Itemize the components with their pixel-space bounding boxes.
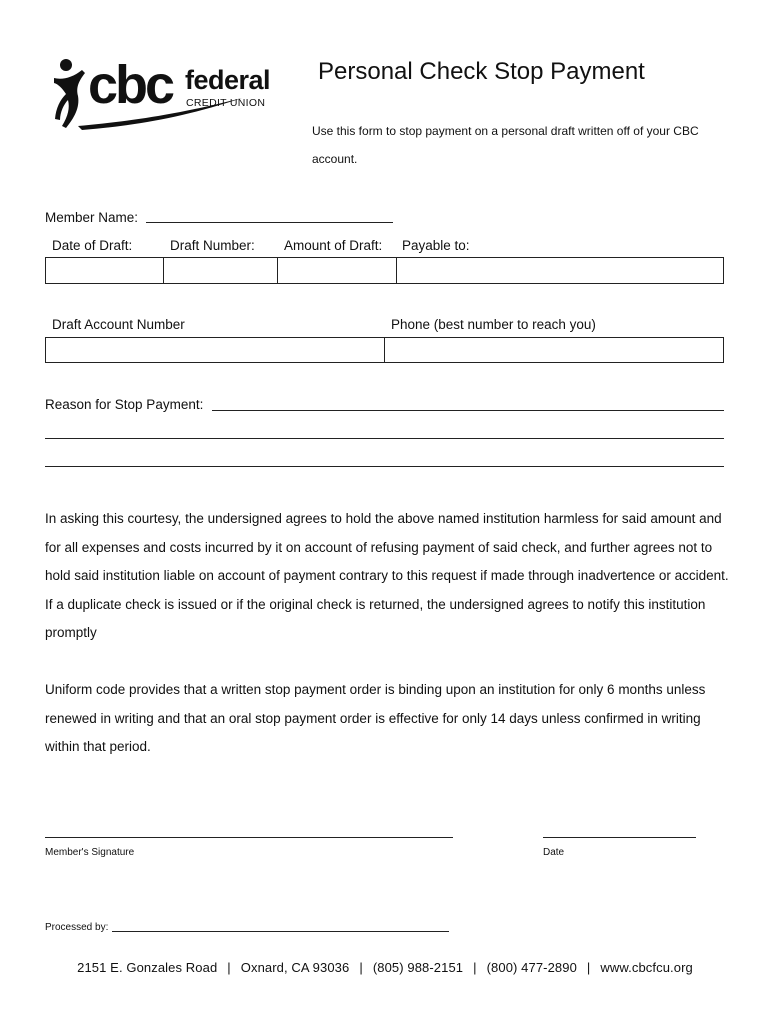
footer-website[interactable]: www.cbcfcu.org: [600, 960, 693, 975]
footer-separator: |: [359, 960, 363, 975]
footer-contact: [0, 960, 770, 976]
date-of-draft-label: Date of Draft:: [52, 238, 133, 253]
footer-city: Oxnard, CA 93036: [240, 960, 350, 975]
member-name-label: Member Name:: [45, 210, 139, 225]
logo-subtitle: CREDIT UNION: [186, 97, 266, 109]
date-label: Date: [543, 847, 565, 858]
footer-separator: |: [227, 960, 231, 975]
uniform-code-paragraph: Uniform code provides that a written stop payment order is binding upon an institution for only 6 months unless renewed in writing and that an oral stop payment order is effective for only 14 days unless confirmed in writing within that period.: [45, 682, 706, 754]
account-phone-row: [45, 337, 724, 363]
member-name-field[interactable]: [146, 222, 393, 223]
payable-to-label: Payable to:: [402, 238, 470, 253]
logo-brand: cbc: [88, 55, 173, 115]
amount-of-draft-label: Amount of Draft:: [284, 238, 383, 253]
footer-separator: |: [473, 960, 477, 975]
footer-address: 2151 E. Gonzales Road: [77, 960, 218, 975]
processed-by-label: Processed by:: [45, 922, 109, 933]
signature-line[interactable]: [45, 837, 453, 838]
draft-number-label: Draft Number:: [170, 238, 255, 253]
draft-account-label: Draft Account Number: [52, 317, 185, 332]
reason-line-2[interactable]: [45, 438, 724, 439]
footer-phone-1: (805) 988-2151: [372, 960, 464, 975]
date-line[interactable]: [543, 837, 696, 838]
draft-details-row: [45, 257, 724, 284]
phone-label: Phone (best number to reach you): [391, 317, 596, 332]
page-title: Personal Check Stop Payment: [318, 58, 645, 85]
draft-account-field[interactable]: [46, 338, 385, 362]
indemnity-paragraph: In asking this courtesy, the undersigned agrees to hold the above named institution harmless for said amount and for all expenses and costs incurred by it on account of refusing payment of said check, and further agrees not to hold said institution liable on account of payment contrary to this request if made through inadvertence or accident. If a duplicate check is issued or if the original check is returned, the undersigned agrees to notify this institution promptly: [45, 511, 729, 640]
reason-line-1[interactable]: [212, 410, 724, 411]
reason-line-3[interactable]: [45, 466, 724, 467]
footer-phone-2: (800) 477-2890: [486, 960, 577, 975]
phone-field[interactable]: [385, 338, 723, 362]
cbc-logo: [52, 56, 272, 136]
logo-name: federal: [185, 65, 271, 95]
payable-to-field[interactable]: [397, 258, 723, 283]
footer-separator: |: [586, 960, 591, 975]
draft-number-field[interactable]: [164, 258, 278, 283]
reason-label: Reason for Stop Payment:: [45, 397, 204, 412]
processed-by-line[interactable]: [112, 931, 449, 932]
signature-label: Member's Signature: [45, 847, 135, 858]
date-of-draft-field[interactable]: [46, 258, 164, 283]
amount-of-draft-field[interactable]: [278, 258, 397, 283]
intro-text: Use this form to stop payment on a personal draft written off of your CBC account.: [312, 124, 699, 166]
